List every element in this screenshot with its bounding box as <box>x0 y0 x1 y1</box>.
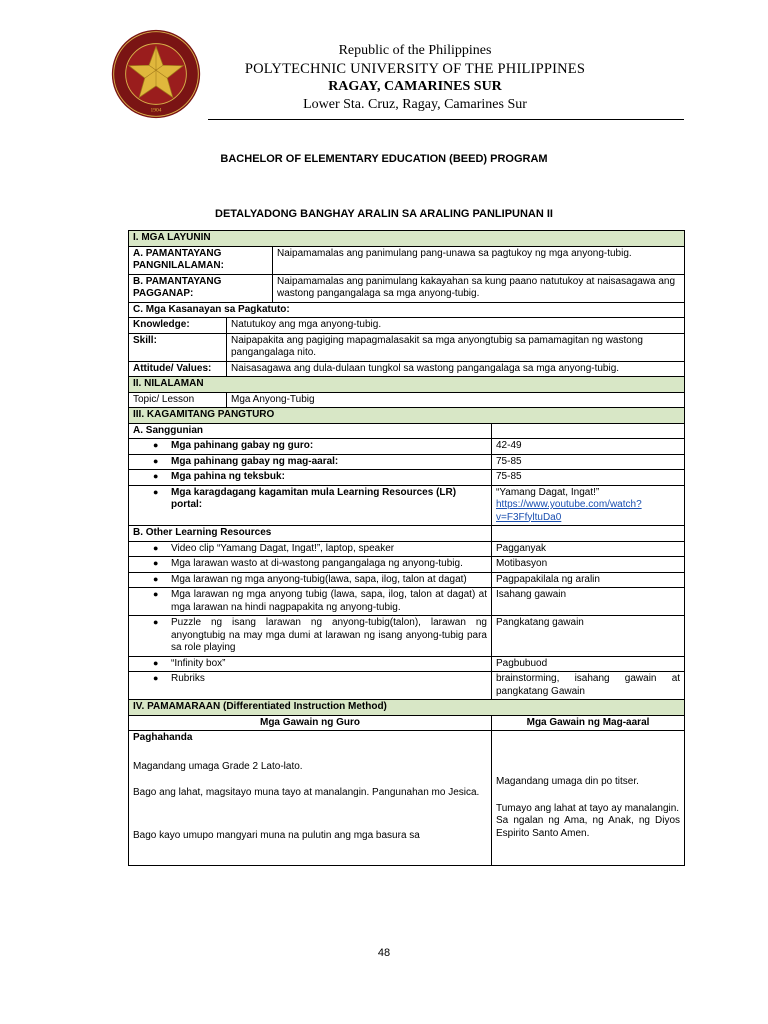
table-row: Skill: Naipapakita ang pagiging mapagmalasakit sa mga anyongtubig sa pamamagitan ng wastong pangangalaga nito. <box>129 333 685 361</box>
table-row: B. Other Learning Resources <box>129 526 685 542</box>
table-row: C. Mga Kasanayan sa Pagkatuto: <box>129 302 685 318</box>
section-heading-layunin: I. MGA LAYUNIN <box>129 231 685 247</box>
page-number: 48 <box>377 947 391 959</box>
lesson-plan-table <box>128 230 685 866</box>
youtube-link[interactable]: https://www.youtube.com/watch?v=F3FfyltuDa0 <box>496 499 642 523</box>
table-row: ● Mga larawan ng mga anyong-tubig(lawa, sapa, ilog, talon at dagat) Pagpapakilala ng aralin <box>129 572 685 588</box>
svg-text:1904: 1904 <box>150 107 162 114</box>
header-rule <box>208 119 684 120</box>
table-row <box>129 715 685 731</box>
table-row: Paghahanda Magandang umaga Grade 2 Lato-lato. Bago ang lahat, magsitayo muna tayo at manalangin. Pangunahan mo Jesica. Bago kayo umupo mangyari muna na pulutin ang mga basura sa Magandang umaga din po titser. Tumayo ang lahat at tayo ay manalangin. Sa ngalan ng Ama, ng Anak, ng Diyos Espirito Santo Amen. <box>129 731 685 866</box>
campus-address: Lower Sta. Cruz, Ragay, Camarines Sur <box>303 97 527 112</box>
table-row: ● Mga pahinang gabay ng guro: 42-49 <box>129 439 685 455</box>
table-row: ● Mga larawan wasto at di-wastong pangangalaga ng anyong-tubig. Motibasyon <box>129 557 685 573</box>
table-row: Attitude/ Values: Naisasagawa ang dula-dulaan tungkol sa wastong pangangalaga sa mga anyong-tubig. <box>129 361 685 377</box>
table-row: A. Sanggunian <box>129 423 685 439</box>
section-heading-pamamaraan: IV. PAMAMARAAN (Differentiated Instruction Method) <box>129 700 685 716</box>
column-header-teacher: Mga Gawain ng Guro <box>129 715 492 731</box>
table-row: ● Mga pahina ng teksbuk: 75-85 <box>129 470 685 486</box>
section-heading-nilalaman: II. NILALAMAN <box>129 377 685 393</box>
table-row: ● Mga karagdagang kagamitan mula Learning Resources (LR) portal: “Yamang Dagat, Ingat!” https://www.youtube.com/watch?v=F3FfyltuDa0 <box>129 485 685 526</box>
table-row: ● Mga pahinang gabay ng mag-aaral: 75-85 <box>129 454 685 470</box>
university-seal-logo <box>110 28 202 120</box>
table-row: ● Video clip “Yamang Dagat, Ingat!”, laptop, speaker Pagganyak <box>129 541 685 557</box>
column-header-student: Mga Gawain ng Mag-aaral <box>492 715 685 731</box>
table-row: Knowledge: Natutukoy ang mga anyong-tubig. <box>129 318 685 334</box>
table-row: B. PAMANTAYANG PAGGANAP: Naipamamalas ang panimulang kakayahan sa kung paano natutukoy at naisasagawa ang wastong pangangalaga sa mga anyong-tubig. <box>129 274 685 302</box>
document-title: DETALYADONG BANGHAY ARALIN SA ARALING PANLIPUNAN II <box>215 208 553 220</box>
table-row: ● Mga larawan ng mga anyong tubig (lawa, sapa, ilog, talon at dagat) at mga larawan na hindi nagpapakita ng anyong-tubig. Isahang gawain <box>129 588 685 616</box>
table-row: Topic/ Lesson Mga Anyong-Tubig <box>129 392 685 408</box>
table-row: ● “Infinity box” Pagbubuod <box>129 656 685 672</box>
letterhead <box>210 42 620 114</box>
campus-name: RAGAY, CAMARINES SUR <box>328 79 502 94</box>
university-name: POLYTECHNIC UNIVERSITY OF THE PHILIPPINES <box>244 61 586 77</box>
table-row: ● Rubriks brainstorming, isahang gawain at pangkatang Gawain <box>129 672 685 700</box>
program-title: BACHELOR OF ELEMENTARY EDUCATION (BEED) PROGRAM <box>220 153 548 165</box>
table-row: A. PAMANTAYANG PANGNILALAMAN: Naipamamalas ang panimulang pang-unawa sa pagtukoy ng mga anyong-tubig. <box>129 246 685 274</box>
table-row: ● Puzzle ng isang larawan ng anyong-tubig(talon), larawan ng anyongtubig na may mga dumi at larawan ng isang anyong-tubig para sa role playing Pangkatang gawain <box>129 616 685 657</box>
section-heading-kagamitan: III. KAGAMITANG PANGTURO <box>129 408 685 424</box>
republic-line: Republic of the Philippines <box>338 43 492 58</box>
